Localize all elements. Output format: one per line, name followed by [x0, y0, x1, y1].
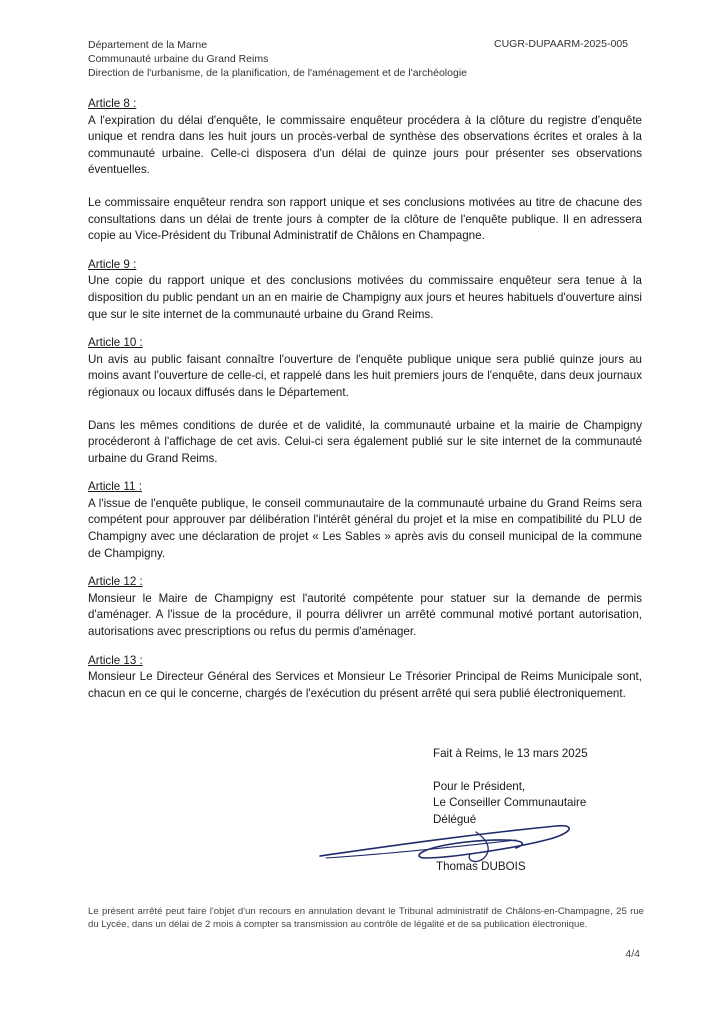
article-8 — [88, 96, 642, 245]
article-11 — [88, 479, 642, 562]
article-title: Article 13 : — [88, 653, 143, 667]
article-paragraph: Un avis au public faisant connaître l'ouverture de l'enquête publique unique sera publié quinze jours au moins avant l'ouverture de celle-ci, et rappelé dans les huit premiers jours de l'enquête, dans deux journaux régionaux ou locaux diffusés dans le Département. — [88, 352, 642, 399]
article-paragraph: Monsieur Le Directeur Général des Services et Monsieur Le Trésorier Principal de Reims Municipale sont, chacun en ce qui le concerne, chargés de l'exécution du présent arrêté qui sera publié électroniquement. — [88, 670, 642, 700]
article-title: Article 10 : — [88, 336, 143, 350]
document-reference: CUGR-DUPAARM-2025-005 — [493, 38, 628, 50]
article-paragraph: A l'issue de l'enquête publique, le conseil communautaire de la communauté urbaine du Grand Reims sera compétent pour approuver par délibération l'intérêt général du projet et la mise en compatibilité du PLU de Champigny avec une déclaration de projet « Les Sables » après avis du conseil municipal de la commune de Champigny. — [88, 496, 642, 560]
signatory-line: Le Conseiller Communautaire — [433, 796, 587, 810]
article-12 — [88, 574, 642, 640]
header-direction: Direction de l'urbanisme, de la planification, de l'aménagement et de l'archéologie — [88, 67, 467, 79]
page-number: 4/4 — [625, 948, 640, 960]
article-title: Article 12 : — [88, 575, 143, 589]
article-paragraph: Dans les mêmes conditions de durée et de validité, la communauté urbaine et la mairie de Champigny procéderont à l'affichage de cet avis. Celui-ci sera également publié sur le site internet de la communauté urbaine du Grand Reims. — [88, 418, 642, 465]
article-title: Article 9 : — [88, 257, 137, 271]
article-paragraph: A l'expiration du délai d'enquête, le commissaire enquêteur procédera à la clôture du registre d'enquête unique et rendra dans les huit jours un procès-verbal de synthèse des observations écrites et orales à la communauté urbaine. Celle-ci disposera d'un délai de quinze jours pour présenter ses observations éventuelles. — [88, 113, 642, 177]
place-date: Fait à Reims, le 13 mars 2025 — [433, 747, 588, 760]
article-10 — [88, 335, 642, 467]
article-9 — [88, 257, 642, 323]
article-title: Article 8 : — [88, 97, 137, 110]
article-paragraph: Le commissaire enquêteur rendra son rapport unique et ses conclusions motivées au titre de chacune des consultations dans un délai de trente jours à compter de la clôture de l'enquête publique. Il en adressera copie au Vice-Président du Tribunal Administratif de Châlons en Champagne. — [88, 195, 642, 243]
header-department: Département de la Marne — [88, 39, 208, 51]
signer-name: Thomas DUBOIS — [436, 860, 526, 873]
document-body — [88, 96, 642, 714]
legal-footer-note: Le présent arrêté peut faire l'objet d'un recours en annulation devant le Tribunal administratif de Châlons-en-Champagne, 25 rue du Lycée, dans un délai de 2 mois à compter sa transmission au contrôle de légalité et de sa publication électronique. — [88, 906, 644, 930]
article-13 — [88, 653, 642, 703]
article-paragraph: Monsieur le Maire de Champigny est l'autorité compétente pour statuer sur la demande de permis d'aménager. A l'issue de la procédure, il pourra délivrer un arrêté communal motivé portant autorisation, autorisations avec prescriptions ou refus du permis d'aménager. — [88, 591, 642, 639]
signatory-line: Délégué — [433, 812, 477, 826]
signatory-line: Pour le Président, — [433, 779, 526, 793]
signature-block — [433, 746, 588, 828]
article-title: Article 11 : — [88, 480, 142, 494]
document-header — [88, 38, 467, 80]
article-paragraph: Une copie du rapport unique et des conclusions motivées du commissaire enquêteur sera tenue à la disposition du public pendant un an en mairie de Champigny aux jours et heures habituels d'ouverture ainsi que sur le site internet de la communauté urbaine du Grand Reims. — [88, 274, 642, 321]
handwritten-signature — [316, 818, 576, 866]
header-community: Communauté urbaine du Grand Reims — [88, 53, 269, 65]
